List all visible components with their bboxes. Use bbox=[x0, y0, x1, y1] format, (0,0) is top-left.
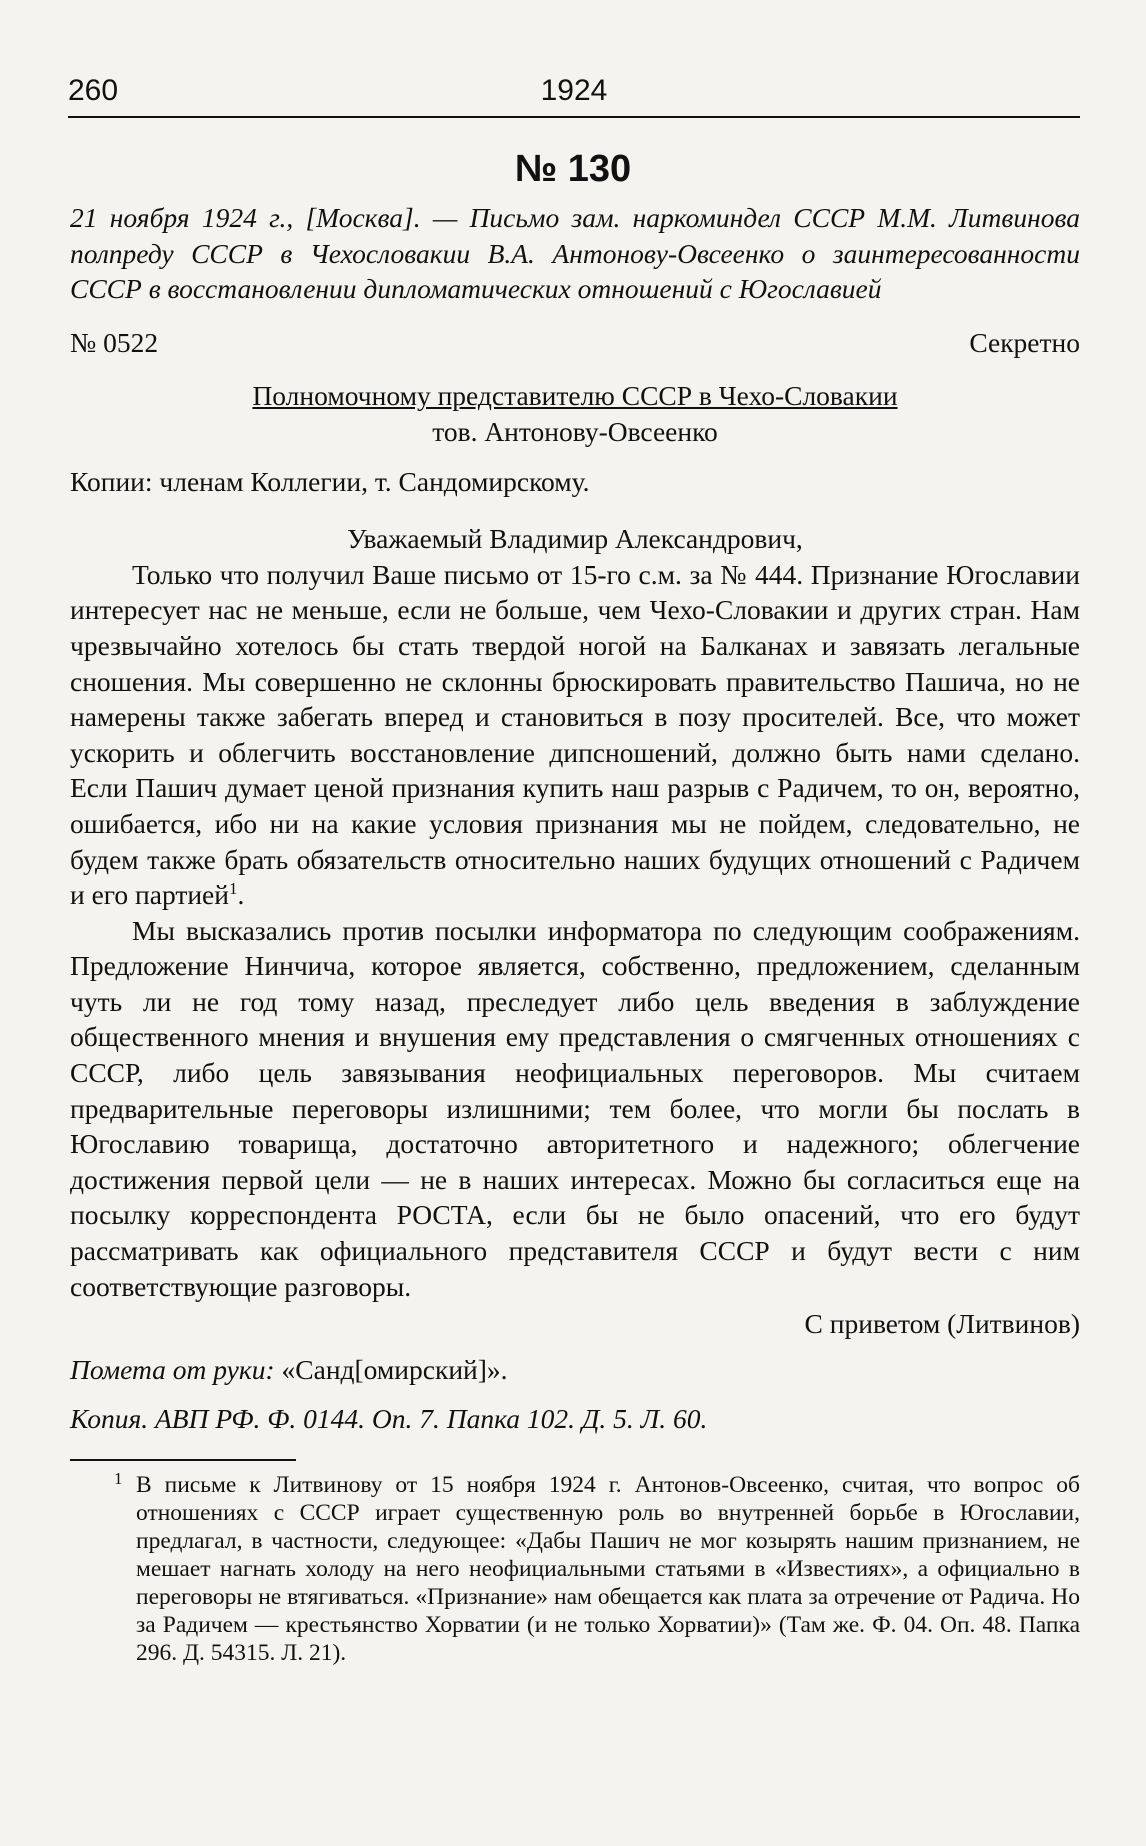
page-number: 260 bbox=[68, 74, 119, 107]
document-title: 21 ноября 1924 г., [Москва]. — Письмо зам. наркоминдел СССР М.М. Литвинова полпреду СССР в Чехословакии В.А. Антонову-Овсеенко о заинтересованности СССР в восстановлении дипломатических отношений с Югославией bbox=[70, 202, 1080, 305]
handwritten-note bbox=[70, 1352, 1080, 1388]
running-head-year: 1924 bbox=[540, 74, 608, 107]
signature: С приветом (Литвинов) bbox=[804, 1308, 1080, 1340]
document-body bbox=[70, 200, 1080, 1667]
addressee bbox=[70, 378, 1080, 449]
paragraph-1-text: Только что получил Ваше письмо от 15-го с.м. за № 444. Признание Югославии интересует нас не меньше, если не больше, чем Чехо-Словакии и других стран. Нам чрезвычайно хотелось бы стать твердой ногой на Балканах и завязать легальные сношения. Мы совершенно не склонны брюскировать правительство Пашича, но не намерены также забегать вперед и становиться в позу просителей. Все, что может ускорить и облегчить восстановление дипсношений, должно быть нами сделано. Если Пашич думает ценой признания купить наш разрыв с Радичем, то он, вероятно, ошибается, ибо ни на какие условия признания мы не пойдем, следовательно, не будем также брать обязательств относительно наших будущих отношений с Радичем и его партией bbox=[70, 558, 1080, 911]
addressee-line-2: тов. Антонову-Овсеенко bbox=[432, 415, 718, 447]
reference-number: № 0522 bbox=[70, 326, 159, 358]
footnote bbox=[70, 1471, 1080, 1667]
footnote-reference: 1 bbox=[228, 878, 238, 898]
copies-line: Копии: членам Коллегии, т. Сандомирскому. bbox=[70, 465, 590, 497]
classification-mark: Секретно bbox=[969, 326, 1080, 358]
archive-reference: Копия. АВП РФ. Ф. 0144. Оп. 7. Папка 102. Д. 5. Л. 60. bbox=[70, 1403, 708, 1435]
running-header bbox=[68, 70, 1080, 118]
reference-row bbox=[70, 325, 1080, 361]
salutation: Уважаемый Владимир Александрович, bbox=[347, 523, 803, 555]
footnote-divider bbox=[70, 1459, 296, 1461]
note-label: Помета от руки: bbox=[70, 1353, 275, 1385]
addressee-line-1: Полномочному представителю СССР в Чехо-Словакии bbox=[252, 380, 898, 412]
document-number: № 130 bbox=[514, 148, 632, 190]
footnote-text: В письме к Литвинову от 15 ноября 1924 г. Антонов-Овсеенко, считая, что вопрос об отношениях с СССР играет существенную роль во внутренней борьбе в Югославии, предлагал, в частности, следующее: «Дабы Пашич не мог козырять нашим признанием, не мешает нагнать холоду на него неофициальными статьями в «Известиях», а официально в переговоры не втягиваться. «Признание» нам обещается как плата за отречение от Радича. Но за Радичем — крестьянство Хорватии (и не только Хорватии)» (Там же. Ф. 04. Оп. 48. Папка 296. Д. 54315. Л. 21). bbox=[136, 1472, 1080, 1666]
body-paragraph-1: Только что получил Ваше письмо от 15-го с.м. за № 444. Признание Югославии интересует нас не меньше, если не больше, чем Чехо-Словакии и других стран. Нам чрезвычайно хотелось бы стать твердой ногой на Балканах и завязать легальные сношения. Мы совершенно не склонны брюскировать правительство Пашича, но не намерены также забегать вперед и становиться в позу просителей. Все, что может ускорить и облегчить восстановление дипсношений, должно быть нами сделано. Если Пашич думает ценой признания купить наш разрыв с Радичем, то он, вероятно, ошибается, ибо ни на какие условия признания мы не пойдем, следовательно, не будем также брать обязательств относительно наших будущих отношений с Радичем и его партией$^1$. bbox=[70, 558, 1080, 911]
body-paragraph-2: Мы высказались против посылки информатора по следующим соображениям. Предложение Нинчича, которое является, собственно, предложением, сделанным чуть ли не год тому назад, преследует либо цель введения в заблуждение общественного мнения и внушения ему представления о смягченных отношениях с СССР, либо цель завязывания неофициальных переговоров. Мы считаем предварительные переговоры излишними; тем более, что могли бы послать в Югославию товарища, достаточно авторитетного и надежного; облегчение достижения первой цели — не в наших интересах. Можно бы согласиться еще на посылку корреспондента РОСТА, если бы не было опасений, что его будут рассматривать как официального представителя СССР и будут вести с ним соответствующие разговоры. bbox=[70, 914, 1080, 1302]
note-value: «Санд[омирский]». bbox=[281, 1353, 508, 1385]
footnote-mark: 1 bbox=[114, 1469, 123, 1488]
